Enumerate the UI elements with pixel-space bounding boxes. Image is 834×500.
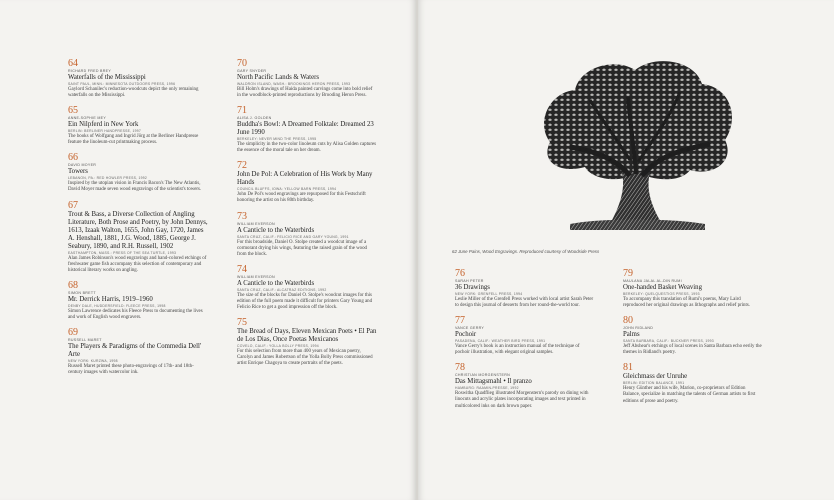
entry-description: The simplicity in the two-color linoleum cuts by Alisa Golden captures the essence of the moral tale on her dream.: [237, 142, 377, 154]
entry-author: VANCE GERRY: [455, 326, 485, 331]
entry-publisher: LEBANON, PA.: RED HOWLER PRESS, 1992: [68, 176, 148, 181]
entry-author: SIMON BRETT: [68, 290, 96, 295]
entry-title: One-handed Basket Weaving: [623, 284, 702, 291]
entry-title: Towers: [68, 168, 88, 176]
entry-title: Pochoir: [455, 331, 477, 339]
entry-78: [455, 362, 595, 409]
entry-author: GARY SNYDER: [237, 69, 267, 73]
entry-title: Das Mittagsmahl • Il pranzo: [455, 378, 532, 386]
column-3: [455, 268, 595, 416]
entry-72: [237, 160, 377, 204]
entry-69: [68, 327, 208, 376]
entry-title: The Bread of Days, Eleven Mexican Poets • El Pan de Los Dias, Once Poetas Mexicanos: [237, 328, 377, 344]
entry-number: 70: [237, 58, 247, 69]
entry-number: 80: [623, 315, 633, 327]
entry-author: ANNE-SOPHIE MEY: [68, 116, 107, 121]
entry-description: Vance Gerry's book is an instruction manual of the technique of pochoir illustration, with elegant original samples.: [455, 344, 580, 356]
entry-author: CHRISTIAN MORGENSTERN: [455, 373, 511, 378]
entry-number: 66: [68, 152, 78, 164]
entry-76: [455, 268, 595, 309]
figure-caption: 62 June Pains, Wood Engravings. Reproduced courtesy of Woodside Press: [452, 249, 600, 254]
entry-author: ALISA J. GOLDEN: [237, 116, 272, 121]
entry-publisher: HAMBURG: RAAMIN-PRESSE, 1992: [455, 386, 519, 391]
entry-75: [237, 317, 377, 367]
entry-title: Palms: [623, 331, 640, 339]
entry-81: [623, 362, 763, 404]
entry-title: A Canticle to the Waterbirds: [237, 226, 315, 234]
entry-title: Mr. Derrick Harris, 1919–1960: [68, 295, 153, 303]
entry-publisher: BERLIN: BERLINER HANDPRESSE, 1997: [68, 129, 142, 134]
entry-title: The Players & Paradigms of the Commedia Dell' Arte: [68, 343, 202, 359]
entry-title: John De Pol: A Celebration of His Work by Many Hands: [237, 171, 373, 187]
entry-number: 81: [623, 362, 633, 374]
entry-publisher: SANTA CRUZ, CALIF.: ALCATRAZ EDITIONS, 1992: [237, 287, 327, 292]
entry-number: 76: [455, 268, 465, 279]
entry-66: [68, 152, 208, 193]
entry-author: RICHARD FRED BREY: [68, 69, 112, 73]
entry-author: MAULANA JALAL AL-DIN RUMI: [623, 279, 682, 283]
entry-title: Ein Nilpferd in New York: [68, 121, 139, 129]
entry-number: 77: [455, 315, 465, 327]
entry-70: [237, 58, 377, 99]
entry-publisher: DENBY DALE, HUDDERSFIELD: FLEECE PRESS, 1998: [68, 303, 166, 308]
entry-description: Jeff Abshear's etchings of local scenes in Santa Barbara echo eerily the themes in Ridland's poetry.: [623, 344, 762, 356]
entry-publisher: NEW YORK: KURZWA, 1998: [68, 359, 118, 364]
entry-publisher: COVELO, CALIF.: YOLLA BOLLY PRESS, 1994: [237, 344, 319, 349]
entry-description: To accompany this translation of Rumi's poems, Mary Laird reproduced her original drawings as lithographs and relief prints.: [623, 297, 750, 309]
entry-80: [623, 315, 763, 356]
entry-publisher: SAINT PAUL, MINN.: MINNESOTA OUTDOORS PRESS, 1996: [68, 82, 176, 86]
entry-title: Waterfalls of the Mississippi: [68, 74, 146, 81]
entry-description: For this selection from more than 400 years of Mexican poetry, Carolyn and James Robertson of the Yolla Bolly Press commissioned artist Enrique Chagoya to create portraits of the poets.: [237, 349, 373, 367]
entry-publisher: PASADENA, CALIF.: WEATHER BIRD PRESS, 1991: [455, 339, 546, 344]
entry-publisher: SANTA BARBARA, CALIF.: BUCKNER PRESS, 1993: [623, 339, 714, 344]
entry-author: WILLIAM EVERSON: [237, 274, 275, 279]
entry-number: 74: [237, 263, 247, 275]
column-4: [623, 268, 763, 411]
entry-author: RUSSELL MARET: [68, 338, 102, 343]
entry-publisher: SANTA CRUZ, CALIF.: FELICIO RICE AND GARY YOUNG, 1991: [237, 234, 349, 239]
entry-65: [68, 105, 208, 146]
entry-title: 36 Drawings: [455, 284, 490, 291]
entry-74: [237, 264, 377, 311]
entry-number: 73: [237, 210, 247, 222]
entry-description: For this broadside, Daniel O. Stolpe created a woodcut image of a cormorant drying his wings, featuring the raised grain of the wood from the block.: [237, 239, 367, 257]
entry-number: 71: [237, 105, 247, 117]
entry-68: [68, 280, 208, 321]
entry-publisher: EASTHAMPTON, MASS.: PRESS OF THE SEA TURTLE, 1993: [68, 250, 177, 255]
entry-author: JOHN RIDLAND: [623, 326, 654, 331]
entry-73: [237, 211, 377, 258]
entry-title: A Canticle to the Waterbirds: [237, 279, 315, 287]
entry-77: [455, 315, 595, 356]
entry-publisher: COUNCIL BLUFFS, IOWA: YELLOW BARN PRESS, 1994: [237, 187, 337, 192]
column-1: [68, 58, 208, 382]
entry-description: Gaylord Schanilec's reduction-woodcuts depict the only remaining waterfalls on the Mississippi.: [68, 87, 199, 99]
entry-description: The size of the blocks for Daniel O. Stolpe's woodcut images for this edition of the full poem made it difficult for printers Gary Young and Felicio Rice to get a good impression off the block.: [237, 292, 373, 311]
entry-author: WILLIAM EVERSON: [237, 221, 275, 226]
entry-description: Leslie Miller of the Grenfell Press worked with local artist Sarah Peter to design this journal of desserts from her round-the-world tour.: [455, 297, 594, 309]
entry-number: 64: [68, 58, 78, 69]
entry-description: The books of Wolfgang and Ingrid Jörg at the Berliner Handpresse feature the linoleum-cut printmaking process.: [68, 134, 199, 146]
entry-title: North Pacific Lands & Waters: [237, 74, 320, 81]
entry-description: Henry Günther and his wife, Marion, co-proprietors of Edition Balance, specialize in matching the talents of German artists to first editions of prose and poetry.: [623, 386, 756, 404]
entry-description: Inspired by the utopian vision in Francis Bacon's The New Atlantis, David Moyer made seven wood engravings of the scientist's towers.: [68, 181, 202, 193]
entry-number: 79: [623, 268, 633, 279]
entry-description: Simon Lawrence dedicates his Fleece Press to documenting the lives and work of English wood engravers.: [68, 308, 203, 320]
entry-number: 65: [68, 105, 78, 117]
entry-64: [68, 58, 208, 99]
entry-71: [237, 105, 377, 154]
entry-number: 67: [68, 199, 78, 211]
entry-number: 75: [237, 317, 247, 329]
entry-title: Trout & Bass, a Diverse Collection of Angling Literature, Both Prose and Poetry, by John Dennys, 1613, Izaak Walton, 1655, John Gay, 1720, James A. Henshall, 1881, J.G. Wood, 1885, George J. Seabury, 1890, and R.H. Russell, 1902: [68, 210, 208, 250]
column-2: [237, 58, 377, 373]
entry-description: Roswitha Quadflieg illustrated Morgenstern's parody on dining with linocuts and acrylic plates incorporating images and text printed in multicolored inks on dark brown paper.: [455, 391, 589, 409]
entry-author: SARAH PETER: [455, 279, 484, 283]
entry-description: Bill Holm's drawings of Haida painted carvings come into bold relief in the woodblock-printed reproductions by Brooding Heron Press.: [237, 87, 373, 99]
entry-79: [623, 268, 763, 309]
tree-engraving-image: [530, 52, 740, 238]
entry-title: Gleichmass der Unruhe: [623, 373, 688, 381]
entry-description: Russell Maret printed these photo-engravings of 17th- and 18th-century images with watercolor ink.: [68, 364, 194, 376]
entry-number: 78: [455, 362, 465, 374]
entry-author: DAVID MOYER: [68, 163, 97, 168]
entry-67: [68, 200, 208, 274]
entry-description: John De Pol's wood engravings are repurposed for this Festschrift honoring the artist on his 80th birthday.: [237, 192, 366, 204]
entry-publisher: BERLIN: EDITION BALANCE, 1991: [623, 381, 685, 386]
entry-number: 72: [237, 160, 247, 172]
entry-publisher: WALDRON ISLAND, WASH.: BROOKINGS HERON PRESS, 1993: [237, 82, 351, 86]
entry-publisher: BERKELEY: NEVER MIND THE PRESS, 1995: [237, 137, 317, 142]
entry-title: Buddha's Bowl: A Dreamed Folktale: Dreamed 23 June 1990: [237, 121, 374, 137]
entry-number: 68: [68, 279, 78, 291]
entry-description: Alan James Robinson's wood engravings and hand-colored etchings of freshwater game fish accompany this selection of contemporary and historical literary works on angling.: [68, 255, 207, 273]
entry-publisher: BERKELEY: QUELQUESTIOS PRESS, 1993: [623, 292, 700, 296]
entry-number: 69: [68, 327, 78, 339]
entry-publisher: NEW YORK: GRENFELL PRESS, 1994: [455, 292, 523, 296]
